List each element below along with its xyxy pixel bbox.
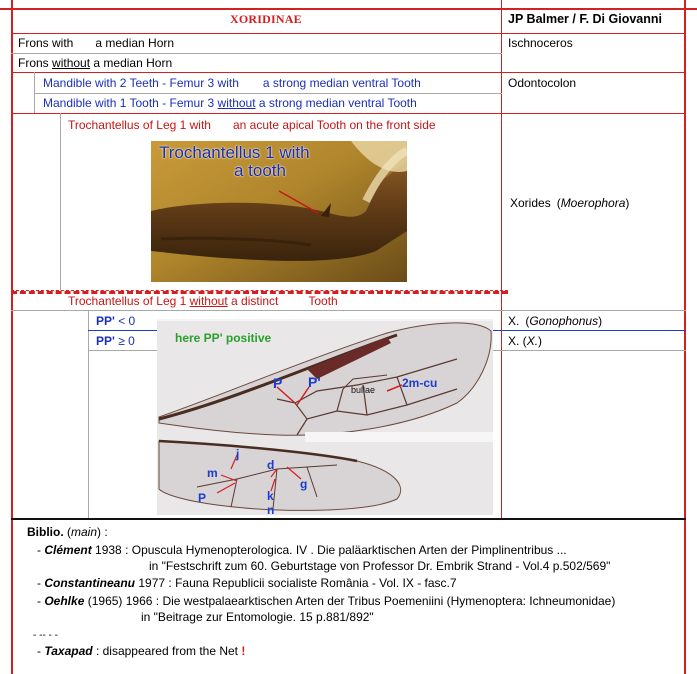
result-genus: X. bbox=[508, 334, 520, 348]
vein-label-n: n bbox=[267, 503, 275, 517]
couplet-2a bbox=[43, 75, 421, 91]
couplet-1a-text: Frons with bbox=[18, 36, 74, 50]
biblio-author: Oehlke bbox=[44, 594, 85, 608]
vein-label-2m-cu: 2m-cu bbox=[402, 376, 438, 390]
wing-photo bbox=[157, 319, 493, 515]
biblio-author: Constantineanu bbox=[44, 576, 136, 590]
exclamation-mark: ! bbox=[241, 644, 246, 658]
result-ischnoceros: Ischnoceros bbox=[508, 36, 573, 50]
couplet-3a-text2: an acute apical Tooth on the front side bbox=[232, 118, 436, 132]
vein-label-j: j bbox=[236, 447, 240, 461]
biblio-text: : Fauna Republicii socialiste România - Vol. IX - fasc.7 bbox=[168, 576, 457, 590]
couplet-3b-text3: Tooth bbox=[308, 294, 338, 308]
biblio-title-note: main bbox=[71, 525, 98, 539]
couplet-2b-without: without bbox=[217, 96, 256, 110]
vein-label-g: g bbox=[300, 477, 308, 491]
row-line bbox=[11, 113, 686, 114]
couplet-4b-value: ≥ 0 bbox=[118, 334, 135, 348]
vein-label-k: k bbox=[267, 489, 274, 503]
biblio-heading: Biblio. (main) : bbox=[27, 525, 108, 539]
biblio-separator bbox=[11, 518, 686, 520]
couplet-2a-text2: a strong median ventral Tooth bbox=[262, 76, 421, 90]
biblio-separator-text: - -- - - bbox=[33, 630, 58, 641]
result-xorides-s-str: X. (X.) bbox=[508, 334, 543, 348]
result-column-divider bbox=[501, 0, 502, 518]
photo-caption-line1: Trochantellus 1 with bbox=[159, 143, 310, 162]
authors: JP Balmer / F. Di Giovanni bbox=[508, 12, 662, 26]
couplet-4a bbox=[96, 313, 135, 329]
couplet-3b-text: Trochantellus of Leg 1 bbox=[68, 294, 187, 308]
right-border bbox=[684, 0, 686, 674]
row-line bbox=[35, 93, 502, 94]
couplet-3b-text2: a distinct bbox=[231, 294, 279, 308]
vein-label-bullae: bullae bbox=[351, 385, 376, 395]
result-genus: Xorides bbox=[510, 196, 551, 210]
indent-line bbox=[88, 310, 89, 518]
result-subgenus: Gonophonus bbox=[529, 314, 599, 328]
biblio-author: Taxapad bbox=[44, 644, 93, 658]
vein-label-p-hind: P bbox=[198, 491, 207, 505]
vein-label-p: P bbox=[273, 375, 283, 391]
biblio-year: 1977 bbox=[138, 576, 166, 590]
family-title: XORIDINAE bbox=[230, 12, 302, 26]
wing-note: here PP' positive bbox=[175, 331, 272, 345]
couplet-2a-text: Mandible with 2 Teeth - Femur 3 with bbox=[43, 76, 239, 90]
photo-caption-line2: a tooth bbox=[234, 161, 286, 180]
biblio-year: (1965) 1966 bbox=[87, 594, 153, 608]
couplet-3b bbox=[68, 293, 338, 309]
result-subgenus: Moerophora bbox=[560, 196, 626, 210]
vein-label-p-prime: P' bbox=[308, 374, 321, 390]
biblio-year: 1938 bbox=[95, 543, 122, 557]
indent-line bbox=[60, 113, 61, 290]
biblio-text: : disappeared from the Net bbox=[95, 644, 239, 658]
result-subgenus: X. bbox=[526, 334, 539, 348]
result-odontocolon: Odontocolon bbox=[508, 76, 577, 90]
couplet-4b bbox=[96, 333, 135, 349]
biblio-text: : Opuscula Hymenopterologica. IV . Die paläarktischen Arten der Pimplinentribus ... bbox=[125, 543, 567, 557]
couplet-1a-text2: a median Horn bbox=[95, 36, 175, 50]
couplet-2b bbox=[43, 95, 417, 111]
couplet-2b-text2: a strong median ventral Tooth bbox=[258, 96, 417, 110]
row-line bbox=[11, 310, 686, 311]
biblio-text: : Die westpalaearktischen Arten der Tribus Poemeniini (Hymenoptera: Ichneumonidae) bbox=[155, 594, 616, 608]
result-genus: X. bbox=[508, 314, 520, 328]
vein-label-m: m bbox=[207, 466, 218, 480]
couplet-3b-without: without bbox=[189, 294, 228, 308]
trochantellus-photo bbox=[151, 141, 407, 282]
biblio-title: Biblio. bbox=[27, 525, 64, 539]
biblio-text-cont: in "Beitrage zur Entomologie. 15 p.881/892" bbox=[141, 610, 374, 624]
row-line bbox=[11, 72, 686, 73]
couplet-4b-pp: PP' bbox=[96, 334, 115, 348]
biblio-author: Clément bbox=[44, 543, 92, 557]
vein-label-d: d bbox=[267, 458, 275, 472]
couplet-2b-text: Mandible with 1 Tooth - Femur 3 bbox=[43, 96, 215, 110]
biblio-text-cont: in "Festschrift zum 60. Geburtstage von Professor Dr. Embrik Strand - Vol.4 p.502/569" bbox=[149, 559, 611, 573]
result-gonophonus: X. (Gonophonus) bbox=[508, 314, 603, 328]
left-border bbox=[11, 0, 13, 674]
couplet-1b-text: Frons bbox=[18, 56, 49, 70]
couplet-3a bbox=[68, 117, 436, 133]
couplet-1b bbox=[18, 55, 172, 71]
couplet-4a-pp: PP' bbox=[96, 314, 115, 328]
row-line bbox=[11, 53, 502, 54]
biblio-entry: - Clément 1938 : Opuscula Hymenopterologica. IV . Die paläarktischen Arten der Pimplinentribus ... bbox=[37, 543, 567, 557]
wing-photo-image bbox=[157, 319, 493, 515]
biblio-entry-taxapad: - Taxapad : disappeared from the Net ! bbox=[37, 644, 246, 658]
couplet-1b-text2: a median Horn bbox=[93, 56, 173, 70]
couplet-4a-value: < 0 bbox=[118, 314, 136, 328]
couplet-1b-without: without bbox=[52, 56, 91, 70]
result-xorides: Xorides (Moerophora) bbox=[510, 196, 630, 210]
row-line bbox=[11, 33, 686, 34]
biblio-entry: - Constantineanu 1977 : Fauna Republicii socialiste România - Vol. IX - fasc.7 bbox=[37, 576, 457, 590]
couplet-1a bbox=[18, 35, 174, 51]
biblio-entry: - Oehlke (1965) 1966 : Die westpalaearktischen Arten der Tribus Poemeniini (Hymenoptera: Ichneumonidae) bbox=[37, 594, 616, 608]
top-border bbox=[0, 8, 697, 10]
couplet-3a-text: Trochantellus of Leg 1 with bbox=[68, 118, 211, 132]
